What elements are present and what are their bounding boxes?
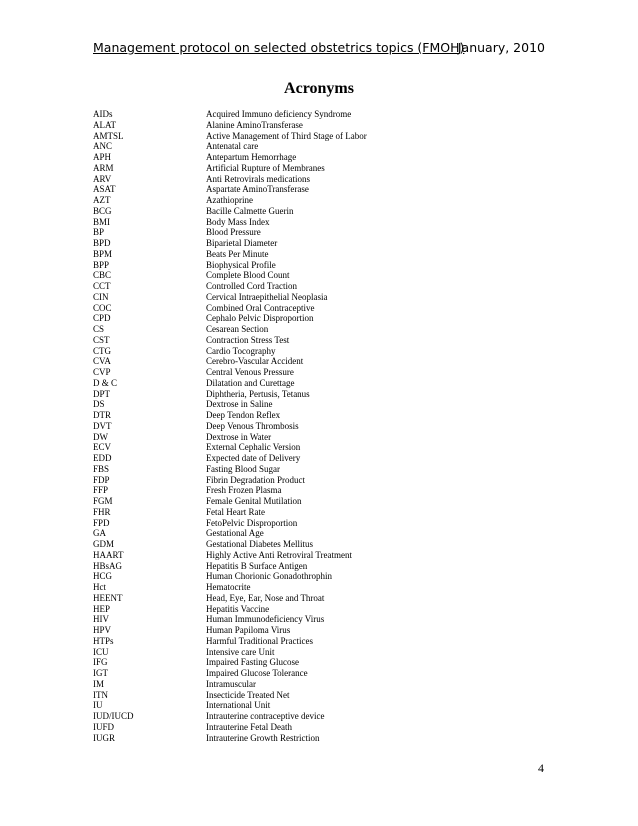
acronym-row <box>93 518 553 529</box>
acronym-row <box>93 410 553 421</box>
acronym-row <box>93 647 553 658</box>
acronym-row <box>93 711 553 722</box>
acronym-abbreviation: HPV <box>93 625 112 635</box>
acronym-abbreviation: ICU <box>93 646 109 657</box>
acronym-row <box>93 184 553 195</box>
acronym-row <box>93 668 553 679</box>
acronym-abbreviation: DTR <box>93 410 111 420</box>
acronym-meaning: Anti Retrovirals medications <box>206 173 310 184</box>
acronym-row <box>93 206 553 217</box>
acronym-row <box>93 464 553 475</box>
acronym-row <box>93 324 553 335</box>
acronym-abbreviation: HEENT <box>93 592 123 603</box>
acronym-abbreviation: DPT <box>93 388 111 399</box>
acronym-row <box>93 475 553 486</box>
acronym-row <box>93 614 553 625</box>
acronym-meaning: Impaired Glucose Tolerance <box>206 668 308 678</box>
acronym-abbreviation: FPD <box>93 517 110 528</box>
acronym-row <box>93 582 553 593</box>
acronym-meaning: Contraction Stress Test <box>206 334 290 345</box>
acronym-abbreviation: ECV <box>93 442 111 453</box>
acronym-row <box>93 432 553 443</box>
acronym-meaning: Central Venous Pressure <box>206 367 294 377</box>
acronym-meaning: Gestational Diabetes Mellitus <box>206 539 313 549</box>
acronym-abbreviation: IU <box>93 700 103 711</box>
acronym-list <box>93 109 553 743</box>
acronym-meaning: Diphtheria, Pertusis, Tetanus <box>206 388 310 399</box>
acronym-meaning: Body Mass Index <box>206 216 270 227</box>
acronym-row <box>93 485 553 496</box>
acronym-row <box>93 539 553 550</box>
acronym-row <box>93 636 553 647</box>
acronym-row <box>93 507 553 518</box>
acronym-abbreviation: ARM <box>93 162 114 173</box>
acronym-abbreviation: IUFD <box>93 721 115 732</box>
acronym-meaning: Human Chorionic Gonadothrophin <box>206 571 332 582</box>
acronym-row <box>93 604 553 615</box>
acronym-row <box>93 625 553 636</box>
acronym-meaning: Cervical Intraepithelial Neoplasia <box>206 291 328 302</box>
acronym-abbreviation: HEP <box>93 603 111 614</box>
acronym-meaning: Active Management of Third Stage of Labor <box>206 130 367 141</box>
acronym-meaning: Intrauterine Growth Restriction <box>206 732 320 743</box>
acronym-abbreviation: ASAT <box>93 184 116 195</box>
acronym-meaning: External Cephalic Version <box>206 442 301 453</box>
header-date: January, 2010 <box>457 40 545 55</box>
acronym-row <box>93 657 553 668</box>
acronym-abbreviation: IUD/IUCD <box>93 711 134 721</box>
acronym-row <box>93 174 553 185</box>
acronym-abbreviation: FGM <box>93 496 113 506</box>
acronym-row <box>93 571 553 582</box>
acronym-meaning: Deep Tendon Reflex <box>206 410 281 420</box>
acronym-row <box>93 733 553 744</box>
acronym-row <box>93 346 553 357</box>
acronym-abbreviation: AMTSL <box>93 130 124 141</box>
acronym-meaning: Biophysical Profile <box>206 259 276 270</box>
acronym-row <box>93 421 553 432</box>
acronym-row <box>93 152 553 163</box>
acronym-meaning: Blood Pressure <box>206 227 261 238</box>
acronym-abbreviation: CIN <box>93 291 109 302</box>
acronym-row <box>93 270 553 281</box>
acronym-row <box>93 356 553 367</box>
acronym-abbreviation: BPP <box>93 259 110 270</box>
acronym-abbreviation: HAART <box>93 549 124 560</box>
acronym-abbreviation: FBS <box>93 463 110 474</box>
acronym-meaning: Dextrose in Saline <box>206 399 273 410</box>
acronym-abbreviation: IFG <box>93 657 108 668</box>
acronym-meaning: Artificial Rupture of Membranes <box>206 162 325 173</box>
acronym-abbreviation: BPM <box>93 248 113 259</box>
acronym-row <box>93 303 553 314</box>
acronym-meaning: Cerebro-Vascular Accident <box>206 356 304 367</box>
page-title: Acronyms <box>284 80 354 97</box>
acronym-abbreviation: AIDs <box>93 109 113 119</box>
acronym-meaning: Combined Oral Contraceptive <box>206 302 315 313</box>
acronym-abbreviation: IM <box>93 678 104 689</box>
acronym-meaning: Human Papiloma Virus <box>206 625 291 635</box>
acronym-meaning: Complete Blood Count <box>206 270 290 281</box>
acronym-abbreviation: HCG <box>93 571 113 582</box>
acronym-abbreviation: CST <box>93 334 110 345</box>
acronym-abbreviation: D & C <box>93 377 118 388</box>
acronym-meaning: Bacille Calmette Guerin <box>206 205 294 216</box>
acronym-meaning: Insecticide Treated Net <box>206 689 290 700</box>
acronym-meaning: Fetal Heart Rate <box>206 506 265 517</box>
acronym-abbreviation: BMI <box>93 216 111 227</box>
acronym-meaning: Impaired Fasting Glucose <box>206 657 299 668</box>
page-header <box>93 38 545 58</box>
acronym-abbreviation: CCT <box>93 281 111 291</box>
acronym-meaning: Head, Eye, Ear, Nose and Throat <box>206 592 325 603</box>
acronym-meaning: Fasting Blood Sugar <box>206 463 281 474</box>
acronym-abbreviation: DVT <box>93 420 112 431</box>
acronym-row <box>93 496 553 507</box>
acronym-abbreviation: BPD <box>93 238 111 248</box>
acronym-abbreviation: ARV <box>93 173 112 184</box>
acronym-meaning: Beats Per Minute <box>206 248 269 259</box>
acronym-meaning: Aspartate AminoTransferase <box>206 184 309 195</box>
acronym-abbreviation: CBC <box>93 270 112 281</box>
acronym-row <box>93 335 553 346</box>
acronym-meaning: Fibrin Degradation Product <box>206 474 305 485</box>
acronym-row <box>93 679 553 690</box>
acronym-meaning: Azathioprine <box>206 195 253 205</box>
header-title: Management protocol on selected obstetrics topics (FMOH) <box>93 40 465 55</box>
acronym-meaning: International Unit <box>206 700 271 711</box>
acronym-abbreviation: ALAT <box>93 119 116 130</box>
acronym-abbreviation: FFP <box>93 485 109 496</box>
acronym-meaning: Female Genital Mutilation <box>206 496 302 506</box>
acronym-row <box>93 292 553 303</box>
acronym-meaning: Biparietal Diameter <box>206 238 278 248</box>
acronym-abbreviation: CS <box>93 324 105 334</box>
acronym-row <box>93 367 553 378</box>
acronym-abbreviation: EDD <box>93 453 112 463</box>
acronym-row <box>93 249 553 260</box>
acronym-row <box>93 195 553 206</box>
acronym-row <box>93 700 553 711</box>
acronym-meaning: Dextrose in Water <box>206 431 272 442</box>
acronym-meaning: Intrauterine contraceptive device <box>206 711 325 721</box>
acronym-row <box>93 141 553 152</box>
acronym-meaning: Cardio Tocography <box>206 345 276 356</box>
acronym-meaning: Cesarean Section <box>206 324 269 334</box>
acronym-row <box>93 131 553 142</box>
acronym-abbreviation: GDM <box>93 539 115 549</box>
acronym-row <box>93 389 553 400</box>
acronym-meaning: Antenatal care <box>206 141 259 152</box>
acronym-row <box>93 109 553 120</box>
acronym-meaning: Human Immunodeficiency Virus <box>206 614 325 625</box>
acronym-row <box>93 550 553 561</box>
acronym-meaning: Deep Venous Thrombosis <box>206 420 299 431</box>
acronym-abbreviation: CPD <box>93 313 111 324</box>
acronym-abbreviation: HBsAG <box>93 560 123 571</box>
acronym-abbreviation: CVA <box>93 356 111 367</box>
acronym-abbreviation: CVP <box>93 367 111 377</box>
acronym-meaning: Intramuscular <box>206 678 256 689</box>
acronym-meaning: Highly Active Anti Retroviral Treatment <box>206 549 352 560</box>
acronym-meaning: Dilatation and Curettage <box>206 377 295 388</box>
acronym-abbreviation: Hct <box>93 582 106 592</box>
acronym-row <box>93 227 553 238</box>
acronym-abbreviation: DW <box>93 431 108 442</box>
acronym-abbreviation: GA <box>93 528 106 539</box>
acronym-meaning: Controlled Cord Traction <box>206 281 298 291</box>
acronym-abbreviation: BCG <box>93 205 112 216</box>
acronym-meaning: FetoPelvic Disproportion <box>206 517 298 528</box>
acronym-row <box>93 313 553 324</box>
acronym-meaning: Expected date of Delivery <box>206 453 301 463</box>
acronym-abbreviation: FDP <box>93 474 110 485</box>
acronym-meaning: Cephalo Pelvic Disproportion <box>206 313 314 324</box>
acronym-row <box>93 281 553 292</box>
acronym-row <box>93 399 553 410</box>
acronym-meaning: Fresh Frozen Plasma <box>206 485 282 496</box>
acronym-row <box>93 378 553 389</box>
acronym-row <box>93 120 553 131</box>
acronym-row <box>93 690 553 701</box>
acronym-row <box>93 561 553 572</box>
acronym-abbreviation: CTG <box>93 345 111 356</box>
page-number: 4 <box>538 761 544 775</box>
acronym-meaning: Intensive care Unit <box>206 646 275 657</box>
acronym-meaning: Antepartum Hemorrhage <box>206 152 297 162</box>
acronym-meaning: Acquired Immuno deficiency Syndrome <box>206 109 352 119</box>
acronym-row <box>93 260 553 271</box>
acronym-abbreviation: DS <box>93 399 105 410</box>
acronym-meaning: Hematocrite <box>206 582 251 592</box>
acronym-meaning: Hepatitis Vaccine <box>206 603 270 614</box>
acronym-row <box>93 593 553 604</box>
acronym-meaning: Harmful Traditional Practices <box>206 635 313 646</box>
acronym-row <box>93 163 553 174</box>
acronym-row <box>93 453 553 464</box>
acronym-row <box>93 238 553 249</box>
acronym-abbreviation: HIV <box>93 614 109 625</box>
acronym-meaning: Intrauterine Fetal Death <box>206 721 292 732</box>
acronym-row <box>93 528 553 539</box>
acronym-abbreviation: AZT <box>93 195 111 205</box>
acronym-abbreviation: ANC <box>93 141 113 152</box>
acronym-abbreviation: COC <box>93 302 112 313</box>
acronym-abbreviation: ITN <box>93 689 108 700</box>
acronym-abbreviation: IUGR <box>93 732 115 743</box>
acronym-abbreviation: HTPs <box>93 635 114 646</box>
acronym-row <box>93 217 553 228</box>
acronym-abbreviation: APH <box>93 152 112 162</box>
acronym-row <box>93 442 553 453</box>
acronym-meaning: Alanine AminoTransferase <box>206 119 303 130</box>
acronym-abbreviation: IGT <box>93 668 108 678</box>
acronym-abbreviation: BP <box>93 227 105 238</box>
acronym-meaning: Gestational Age <box>206 528 264 539</box>
acronym-abbreviation: FHR <box>93 506 111 517</box>
acronym-meaning: Hepatitis B Surface Antigen <box>206 560 308 571</box>
acronym-row <box>93 722 553 733</box>
